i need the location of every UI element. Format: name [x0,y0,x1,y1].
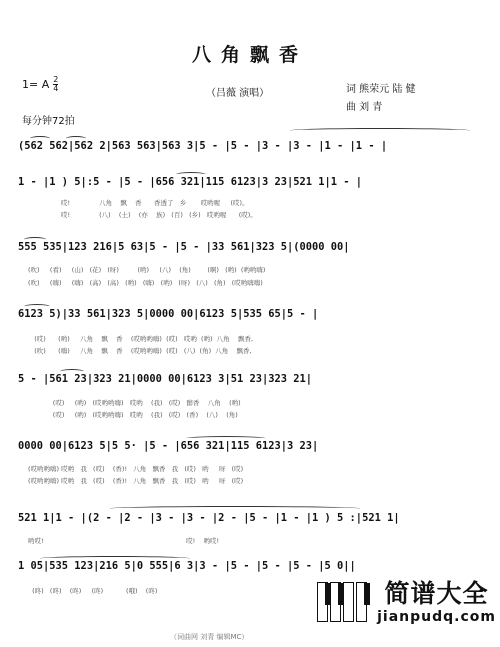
slur-mark [40,556,190,561]
time-bottom: 4 [53,84,59,93]
slur-mark [66,136,86,141]
slur-mark [290,128,470,133]
time-top: 2 [53,75,59,84]
lyrics-line-3a: (吹) (看) (山) (花) (呀) (哟) (八) (角) (啊) (哟) (哟哟嗨) [28,266,266,274]
key-signature [22,76,58,93]
slur-mark [60,369,84,374]
slur-mark [30,136,50,141]
watermark-name: 简谱大全 [384,579,489,608]
watermark-url: jianpudq.com [377,609,496,625]
lyrics-line-5b: (哎) (哟) (哎哟哟嗨) 哎哟 (我) (哎) (香) (八) (角) [28,411,238,419]
score-line-5: 5 - |561 23|323 21|0000 00|6123 3|51 23|323 21| [18,373,313,385]
lyrics-line-7: 哟哎! 哎! 哟哎! [28,537,220,545]
song-title: 八角飘香 [191,44,308,66]
lyrics-line-2b: 哎! (八) (土) (亦 族) (百) (乡) 哎哟喔 (哎)。 [28,211,257,219]
score-line-2: 1 - |1 ) 5|:5 - |5 - |656 321|115 6123|3 23|521 1|1 - | [18,176,363,188]
slur-mark [176,172,206,177]
score-line-4: 6123 5)|33 561|323 5|0000 00|6123 5|535 65|5 - | [18,308,319,320]
lyrics-line-6b: (哎哟哟嗨) 哎哟 我 (哎) (香)! 八角 飘香 我 (哎) 哟 呀 (哎) [28,477,244,485]
score-line-6: 0000 00|6123 5|5 5· |5 - |656 321|115 6123|3 23| [18,440,319,452]
time-signature [53,76,58,93]
lyricist-credit: 词 熊荣元 陆 健 [346,84,416,95]
singer-credit: （吕薇 演唱） [206,88,270,99]
score-line-7: 521 1|1 - |(2 - |2 - |3 - |3 - |2 - |5 - |1 - |1 ) 5 :|521 1| [18,512,400,524]
score-line-8: 1 05|535 123|216 5|0 555|6 3|3 - |5 - |5 - |5 - |5 0|| [18,560,356,572]
lyrics-line-5a: (哎) (哟) (哎哟哟嗨) 哎哟 (我) (哎) 醉香 八角 (哟) [28,399,241,407]
lyrics-line-3b: (吹) (嗨) (嗨) (高) (高) (哟) (嗨) (哟) (呀) (八) (角) (哎哟嗨嗨) [28,279,263,287]
piano-keys-icon [317,582,373,622]
slur-mark [24,237,46,242]
slur-mark [24,304,50,309]
slur-mark [110,506,360,511]
lyrics-line-4a: (哎) (哟) 八角 飘 香 (哎哟哟嗨) (哎) 哎哟 (哟) 八角 飘香, [28,335,254,343]
lyrics-line-2a: 哎! 八角 飘 香 香透了 乡 哎哟喔 (哎)。 [28,199,249,207]
lyrics-line-4b: (吹) (嗨) 八角 飘 香 (哎哟哟嗨) (哎) (八) (角) 八角 飘香, [28,347,252,355]
lyrics-line-6a: (哎哟哟嗨) 哎哟 我 (哎) (香)! 八角 飘香 我 (哎) 哟 呀 (哎) [28,465,244,473]
score-line-3: 555 535|123 216|5 63|5 - |5 - |33 561|323 5|(0000 00| [18,241,350,253]
key-label: 1= A [22,78,50,91]
lyrics-line-8: (咚) (咚) (咚) (咚) (哦) (咚) [28,587,158,595]
score-line-1: (562 562|562 2|563 563|563 3|5 - |5 - |3 - |3 - |1 - |1 - | [18,140,388,152]
composer-credit: 曲 刘 青 [346,102,383,113]
tempo-marking: 每分钟72拍 [22,116,75,127]
site-watermark [317,579,496,625]
slur-mark [186,436,266,441]
footer-note: （词曲网 刘青 编辑MC） [170,633,249,641]
